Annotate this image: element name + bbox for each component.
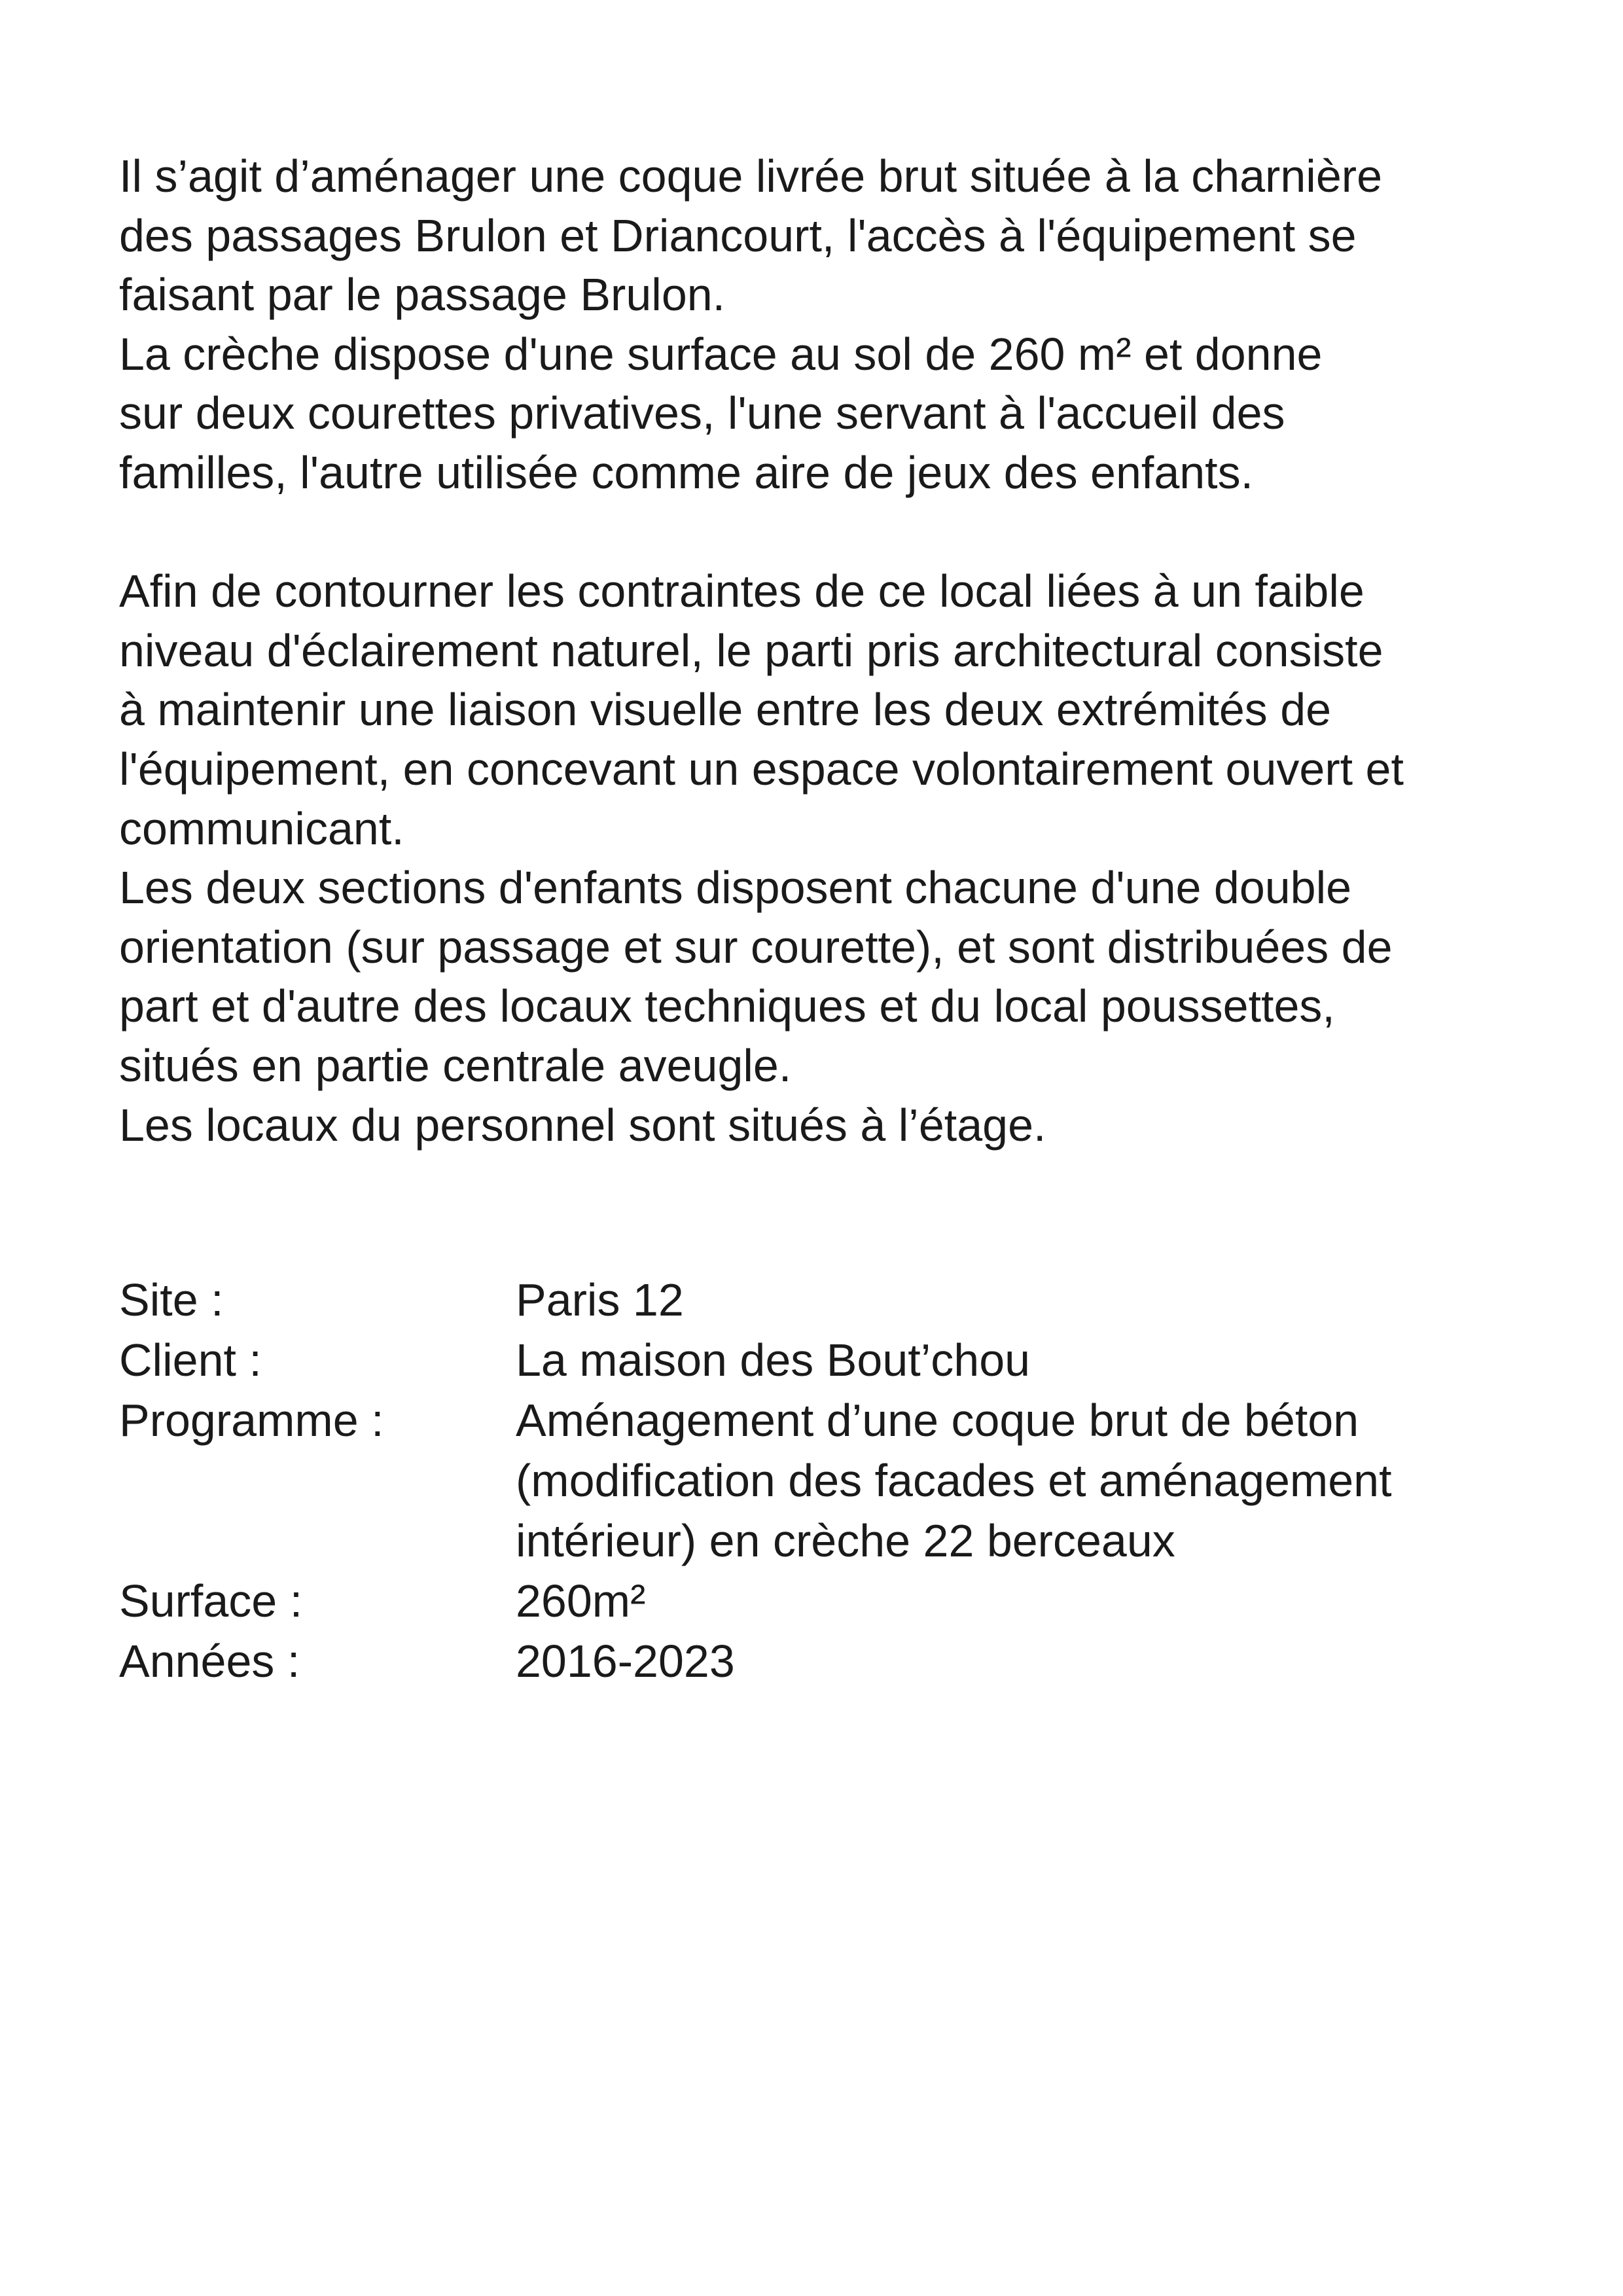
paragraph-spacer [119, 503, 1546, 562]
description-line: faisant par le passage Brulon. [119, 269, 726, 321]
annees-label: Années : [119, 1636, 300, 1687]
description-line: Les locaux du personnel sont situés à l’étage. [119, 1099, 1046, 1151]
description-line: Les deux sections d'enfants disposent chacune d'une double [119, 862, 1352, 914]
info-row-site [119, 1270, 1559, 1330]
client-label: Client : [119, 1335, 262, 1386]
description-line: La crèche dispose d'une surface au sol de 260 m² et donne [119, 328, 1323, 380]
description-line: communicant. [119, 802, 404, 854]
programme-value-line: (modification des facades et aménagement [516, 1455, 1392, 1506]
programme-value-line: intérieur) en crèche 22 berceaux [516, 1515, 1175, 1566]
annees-value: 2016-2023 [516, 1636, 735, 1687]
programme-value-line: Aménagement d’une coque brut de béton [516, 1395, 1359, 1446]
description-line: Afin de contourner les contraintes de ce local liées à un faible [119, 565, 1364, 617]
info-row-annees [119, 1631, 1559, 1691]
info-row-client [119, 1330, 1559, 1390]
programme-label: Programme : [119, 1395, 384, 1446]
description-line: situés en partie centrale aveugle. [119, 1039, 792, 1091]
site-label: Site : [119, 1274, 224, 1325]
description-line: Il s’agit d’aménager une coque livrée brut située à la charnière [119, 151, 1383, 202]
description-line: part et d'autre des locaux techniques et du local poussettes, [119, 980, 1335, 1032]
description-line: l'équipement, en concevant un espace volontairement ouvert et [119, 743, 1404, 795]
programme-value [516, 1390, 1559, 1571]
surface-label: Surface : [119, 1575, 303, 1626]
description-line: orientation (sur passage et sur courette), et sont distribuées de [119, 921, 1393, 973]
client-value: La maison des Bout’chou [516, 1335, 1031, 1386]
description-line: sur deux courettes privatives, l'une servant à l'accueil des [119, 387, 1285, 439]
info-row-programme [119, 1390, 1559, 1571]
info-row-surface [119, 1571, 1559, 1631]
description-line: familles, l'autre utilisée comme aire de jeux des enfants. [119, 446, 1254, 498]
project-info-table [119, 1270, 1559, 1691]
surface-value: 260m² [516, 1575, 646, 1626]
description-line: des passages Brulon et Driancourt, l'accès à l'équipement se [119, 209, 1357, 261]
site-value: Paris 12 [516, 1274, 684, 1325]
project-description [119, 147, 1546, 1155]
description-line: à maintenir une liaison visuelle entre les deux extrémités de [119, 684, 1332, 736]
description-line: niveau d'éclairement naturel, le parti pris architectural consiste [119, 624, 1383, 676]
